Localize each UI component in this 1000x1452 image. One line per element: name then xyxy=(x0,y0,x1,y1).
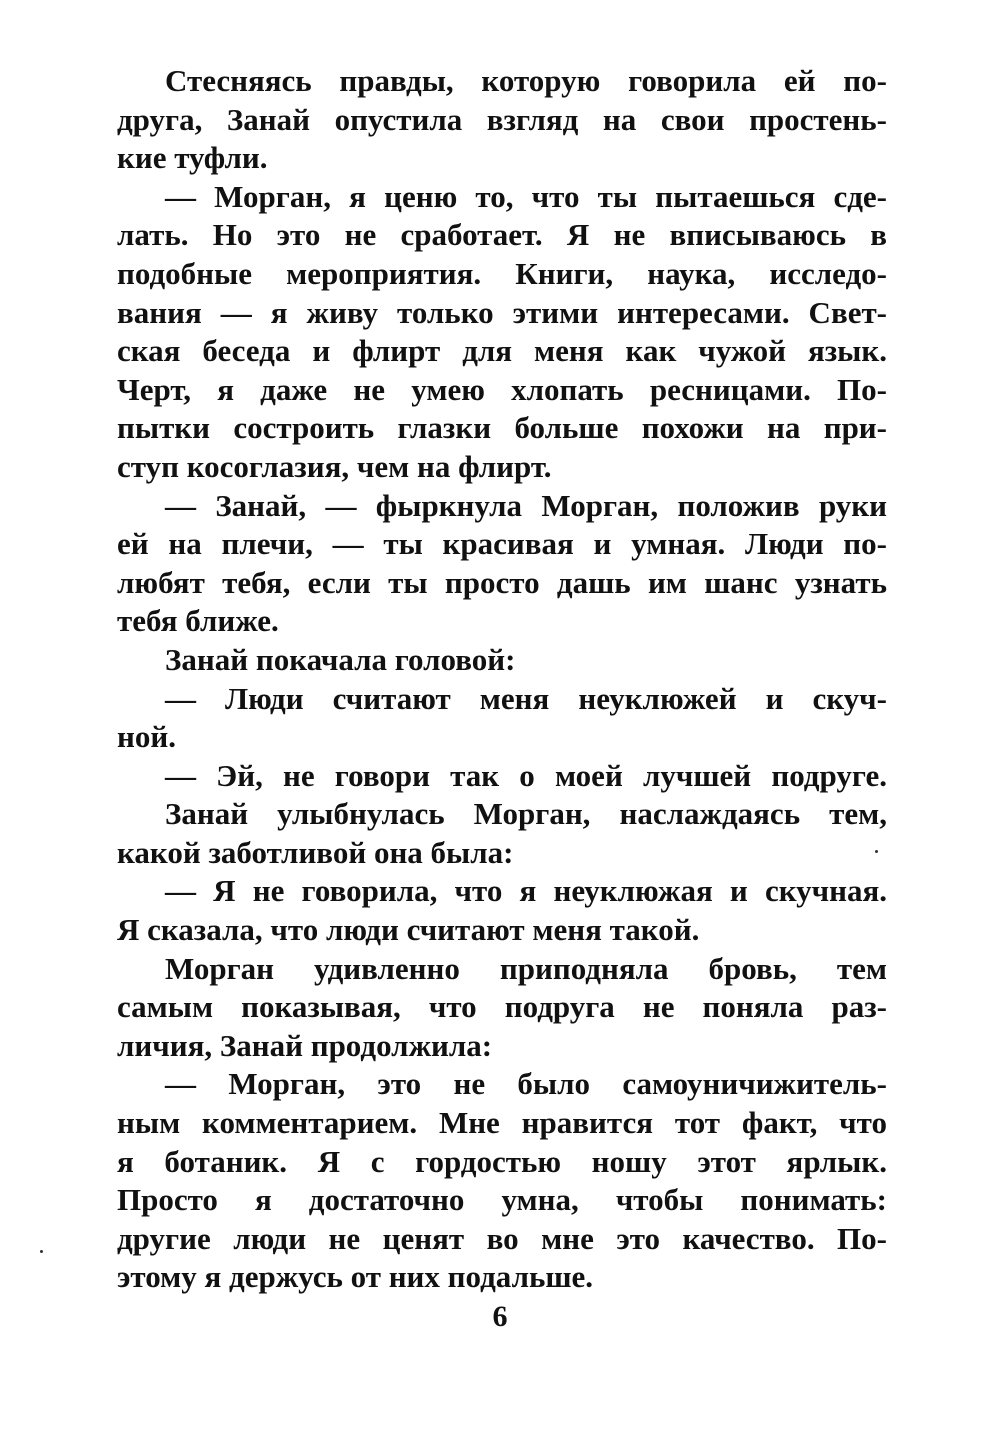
text-line: ной. xyxy=(117,719,176,755)
text-line: лать. Но это не сработает. Я не вписываюсь в xyxy=(117,217,887,253)
text-line: вания — я живу только этими интересами. Свет- xyxy=(117,294,887,330)
text-line: другие люди не ценят во мне это качество. По- xyxy=(117,1220,887,1256)
text-line: — Занай, — фыркнула Морган, положив руки xyxy=(165,487,887,523)
text-line: пытки состроить глазки больше похожи на при- xyxy=(117,410,887,446)
text-line: ным комментарием. Мне нравится тот факт, что xyxy=(117,1105,887,1141)
text-line: самым показывая, что подруга не поняла раз- xyxy=(117,989,887,1025)
text-line: Занай покачала головой: xyxy=(165,641,516,677)
text-line: личия, Занай продолжила: xyxy=(117,1027,493,1063)
text-line: — Эй, не говори так о моей лучшей подруге. xyxy=(165,757,887,793)
text-line: Стесняясь правды, которую говорила ей по- xyxy=(165,63,887,98)
text-line: какой заботливой она была: xyxy=(117,834,514,870)
text-line: любят тебя, если ты просто дашь им шанс узнать xyxy=(117,564,887,600)
scan-speck xyxy=(40,1250,43,1253)
text-line: Черт, я даже не умею хлопать ресницами. По- xyxy=(117,371,887,407)
text-line: я ботаник. Я с гордостью ношу этот ярлык. xyxy=(117,1143,887,1179)
scan-speck xyxy=(875,850,878,853)
page-number: 6 xyxy=(492,1300,508,1333)
text-line: подобные мероприятия. Книги, наука, исследо- xyxy=(117,255,887,291)
text-line: ей на плечи, — ты красивая и умная. Люди по- xyxy=(117,526,887,562)
text-line: — Морган, это не было самоуничижитель- xyxy=(165,1066,887,1102)
text-line: кие туфли. xyxy=(117,140,268,176)
text-line: Морган удивленно приподняла бровь, тем xyxy=(165,950,887,986)
text-line: ступ косоглазия, чем на флирт. xyxy=(117,448,552,484)
text-line: — Морган, я ценю то, что ты пытаешься сде- xyxy=(165,178,887,214)
text-line: — Я не говорила, что я неуклюжая и скучная. xyxy=(165,873,887,909)
text-line: Занай улыбнулась Морган, наслаждаясь тем, xyxy=(165,796,887,832)
text-line: этому я держусь от них подальше. xyxy=(117,1259,594,1295)
text-line: ская беседа и флирт для меня как чужой язык. xyxy=(117,333,887,369)
body-text xyxy=(117,62,887,1297)
text-line: друга, Занай опустила взгляд на свои простень- xyxy=(117,101,887,137)
text-line: Просто я достаточно умна, чтобы понимать: xyxy=(117,1182,887,1218)
text-line: — Люди считают меня неуклюжей и скуч- xyxy=(165,680,887,716)
text-line: Я сказала, что люди считают меня такой. xyxy=(117,912,700,948)
text-line: тебя ближе. xyxy=(117,603,279,639)
